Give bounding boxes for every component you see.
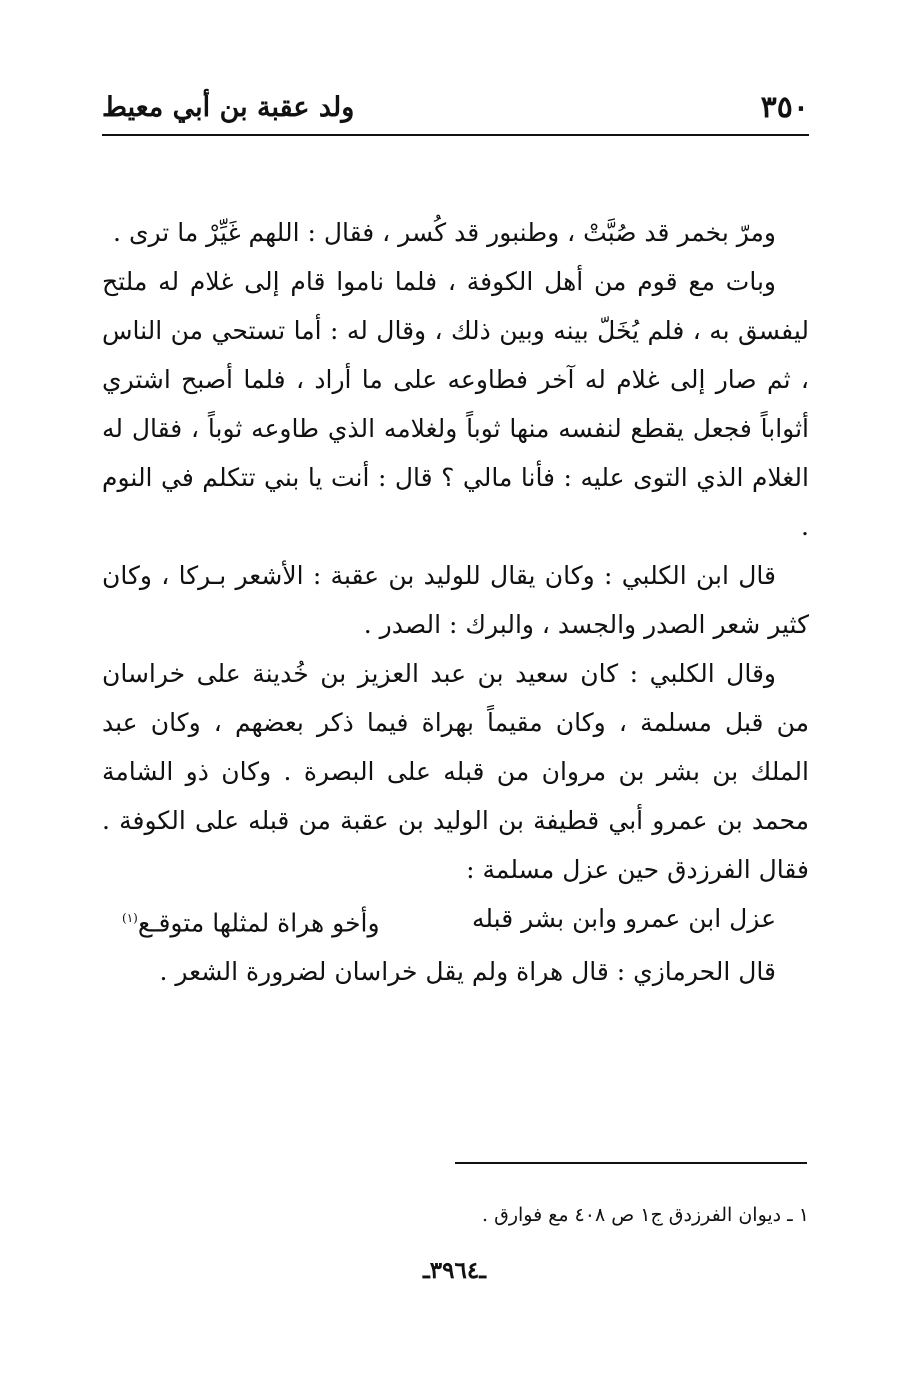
verse-second-hemistich — [122, 894, 380, 947]
footnote: ١ ـ ديوان الفرزدق ج١ ص ٤٠٨ مع فوارق . — [482, 1204, 809, 1226]
verse-first-hemistich: عزل ابن عمرو وابن بشر قبله — [471, 904, 776, 933]
header-rule — [102, 134, 809, 136]
running-head — [102, 88, 809, 132]
folio-number: ـ٣٩٦٤ـ — [423, 1257, 486, 1284]
chapter-title: ولد عقبة بن أبي معيط — [102, 92, 355, 123]
closing-paragraph: قال الحرمازي : قال هراة ولم يقل خراسان لضرورة الشعر . — [159, 957, 776, 987]
poem-verse — [102, 894, 809, 947]
paragraph-1: ومرّ بخمر قد صُبَّتْ ، وطنبور قد كُسر ، فقال : اللهم غَيِّرْ ما ترى . — [113, 218, 776, 247]
verse-second-hemistich-text: وأخو هراة لمثلها متوقـع — [137, 908, 380, 938]
paragraph-4: وقال الكلبي : كان سعيد بن عبد العزيز بن خُدينة على خراسان من قبل مسلمة ، وكان مقيماً بهراة فيما ذكر بعضهم ، وكان عبد الملك بن بشر بن مروان من قبله على البصرة . وكان ذو الشامة محمد بن عمرو أبي قطيفة بن الوليد بن عقبة من قبله على الكوفة . فقال الفرزدق حين عزل مسلمة : — [102, 659, 809, 884]
page-number: ٣٥٠ — [760, 90, 809, 125]
paragraph-3: قال ابن الكلبي : وكان يقال للوليد بن عقبة : الأشعر بـركا ، وكان كثير شعر الصدر والجسد ، والبرك : الصدر . — [102, 561, 809, 639]
footnote-rule — [455, 1162, 807, 1164]
body-text — [102, 208, 809, 996]
paragraph-2: وبات مع قوم من أهل الكوفة ، فلما ناموا قام إلى غلام له ملتح ليفسق به ، فلم يُخَلّ بينه وبين ذلك ، وقال له : أما تستحي من الناس ، ثم صار إلى غلام له آخر فطاوعه على ما أراد ، فلما أصبح اشتري أثواباً فجعل يقطع لنفسه منها ثوباً ولغلامه الذي طاوعه ثوباً ، فقال له الغلام الذي التوى عليه : فأنا مالي ؟ قال : أنت يا بني تتكلم في النوم . — [102, 267, 809, 541]
footnote-marker: (١) — [122, 911, 138, 925]
